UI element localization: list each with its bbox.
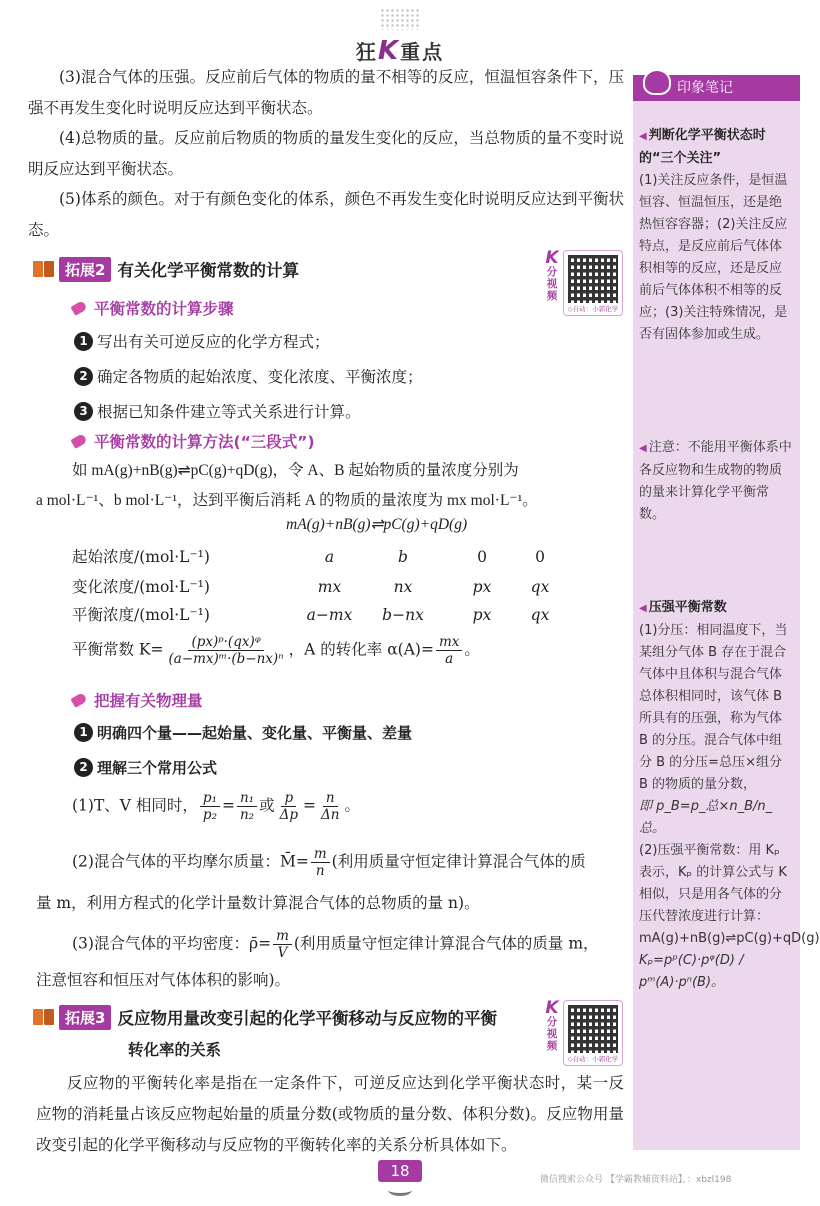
step-1: 1 写出有关可逆反应的化学方程式； <box>74 330 330 352</box>
extension-2-heading <box>33 255 299 283</box>
main-content <box>28 62 624 246</box>
brand-title: 狂K重点 <box>355 36 445 66</box>
reaction-equation: mA(g)+nB(g)⇌pC(g)+qD(g) <box>286 516 468 533</box>
quantity-point-1: 1 明确四个量——起始量、变化量、平衡量、差量 <box>74 722 412 743</box>
extension-3-tag: 拓展3 <box>59 1005 111 1030</box>
extension-3-heading <box>33 1003 497 1031</box>
paragraph-color: (5)体系的颜色。对于有颜色变化的体系，颜色不再发生变化时说明反应达到平衡状态。 <box>28 190 624 239</box>
table-row-initial: 起始浓度/(mol·L⁻¹) a b 0 0 <box>72 548 545 566</box>
number-circle: 1 <box>74 723 93 742</box>
method-line-1: 如 mA(g)+nB(g)⇌pC(g)+qD(g)，令 A、B 起始物质的量浓度分别为 <box>72 462 519 479</box>
triangle-icon: ◀ <box>639 603 647 614</box>
number-circle: 3 <box>74 402 93 421</box>
formula-2-line-2: 量 m，利用方程式的化学计量数计算混合气体的总物质的量 n)。 <box>36 894 480 912</box>
pencil-icon <box>70 300 87 316</box>
table-row-change: 变化浓度/(mol·L⁻¹) mx nx px qx <box>72 578 550 596</box>
extension-2-tag: 拓展2 <box>59 257 111 282</box>
note-pressure-constant: ◀ 压强平衡常数 (1)分压：相同温度下，当某组分气体 B 存在于混合气体中且体积与混合气体总体积相同时，该气体 B 所具有的压强，称为气体 B 的分压。混合气体中组分 B 的分压=总压×组分 B 的物质的量分数， 即 p_B=p_总×n_B/n_总。 (2)压强平衡常数：用 Kₚ 表示，Kₚ 的计算公式与 K 相似，只是用各气体的分压代替浓度进行计算：mA(g)+nB(g)⇌pC(g)+qD(g) Kₚ=pᵖ(C)·pᵠ(D) / pᵐ(A)·pⁿ(B)。 <box>639 600 820 990</box>
extension-2-title: 有关化学平衡常数的计算 <box>117 261 299 280</box>
qr-caption: ◇自动：小郭化学 <box>567 305 619 313</box>
alpha-fraction: $\frac{mx}{a}$ <box>436 634 462 667</box>
k-video-label: K 分视频 <box>545 248 559 302</box>
qr-code-pattern <box>568 255 618 303</box>
footer-watermark: 微信搜索公众号 【学霸教辅资料站】，：xbzl198 <box>540 1175 732 1185</box>
note-warning: ◀ 注意：不能用平衡体系中各反应物和生成物的物质的量来计算化学平衡常数。 <box>639 440 792 522</box>
paragraph-total-amount: (4)总物质的量。反应前后物质的物质的量发生变化的反应，当总物质的量不变时说明反应达到平衡状态。 <box>28 129 624 178</box>
formula-2: (2)混合气体的平均摩尔质量：M̄= $\frac{m}{n}$ (利用质量守恒定律计算混合气体的质 <box>72 846 586 879</box>
qr-code-pattern <box>568 1005 618 1053</box>
subheading-quantities: 把握有关物理量 <box>72 689 203 711</box>
equilibrium-constant-formula: 平衡常数 K= $\frac{\text{(px)ᵖ·(qx)ᵠ}}{\text{(a−mx)ᵐ·(b−nx)ⁿ}}$ ，A 的转化率 α(A)= $\frac{mx}{a}$ 。 <box>72 634 480 667</box>
number-circle: 2 <box>74 367 93 386</box>
formula-1: (1)T、V 相同时， $\frac{\text{p₁}}{\text{p₂}}$ = $\frac{\text{n₁}}{\text{n₂}}$ 或 $\frac{p}{\Delta p}$ = $\frac{n}{\Delta n}$ 。 <box>72 790 360 823</box>
book-icon <box>33 1007 55 1027</box>
paragraph-pressure: (3)混合气体的压强。反应前后气体的物质的量不相等的反应，恒温恒容条件下，压强不再发生变化时说明反应达到平衡状态。 <box>28 68 624 117</box>
method-line-2: a mol·L⁻¹、b mol·L⁻¹，达到平衡后消耗 A 的物质的量浓度为 mx mol·L⁻¹。 <box>36 492 538 509</box>
triangle-icon: ◀ <box>639 443 647 454</box>
header-logo <box>0 6 800 66</box>
step-2: 2 确定各物质的起始浓度、变化浓度、平衡浓度； <box>74 365 423 387</box>
number-circle: 2 <box>74 758 93 777</box>
subheading-steps: 平衡常数的计算步骤 <box>72 297 234 319</box>
extension-3-title-line-2: 转化率的关系 <box>128 1041 222 1059</box>
formula-3: (3)混合气体的平均密度：ρ̄= $\frac{m}{V}$ (利用质量守恒定律计算混合气体的质量 m， <box>72 928 599 961</box>
step-3: 3 根据已知条件建立等式关系进行计算。 <box>74 400 361 422</box>
k-fraction: $\frac{\text{(px)ᵖ·(qx)ᵠ}}{\text{(a−mx)ᵐ·(b−nx)ⁿ}}$ <box>168 634 284 667</box>
k-video-label: K 分视频 <box>545 998 559 1052</box>
pencil-icon <box>70 433 87 449</box>
side-notes-panel <box>633 75 820 1150</box>
extension-3-title-line-1: 反应物用量改变引起的化学平衡移动与反应物的平衡 <box>117 1009 497 1028</box>
extension-3-body: 反应物的平衡转化率是指在一定条件下，可逆反应达到化学平衡状态时，某一反应物的消耗量占该反应物起始量的质量分数(或物质的量分数、体积分数)。反应物用量改变引起的化学平衡移动与反应物的平衡转化率的关系分析具体如下。 <box>36 1074 624 1154</box>
subheading-method: 平衡常数的计算方法(“三段式”) <box>72 430 315 452</box>
book-icon <box>33 259 55 279</box>
table-row-equilibrium: 平衡浓度/(mol·L⁻¹) a−mx b−nx px qx <box>72 606 550 624</box>
qr-caption: ◇自动：小郭化学 <box>567 1055 619 1063</box>
quantity-point-2: 2 理解三个常用公式 <box>74 757 217 778</box>
number-circle: 1 <box>74 332 93 351</box>
page-number: 18 <box>378 1160 422 1182</box>
qr-code[interactable] <box>563 250 623 316</box>
footer-ornament <box>388 1184 412 1196</box>
formula-3-line-2: 注意恒容和恒压对气体体积的影响)。 <box>36 971 291 989</box>
pencil-icon <box>70 692 87 708</box>
triangle-icon: ◀ <box>639 131 647 142</box>
qr-code[interactable] <box>563 1000 623 1066</box>
logo-dots <box>380 8 420 30</box>
side-notes-header: 印象笔记 <box>633 75 800 101</box>
note-three-concerns: ◀ 判断化学平衡状态时的“三个关注” (1)关注反应条件，是恒温恒容、恒温恒压，还是绝热恒容容器；(2)关注反应特点，是反应前后气体体积相等的反应，还是反应前后气体体积不相等的反应；(3)关注特殊情况，是否有固体参加或生成。 <box>639 128 788 342</box>
elephant-icon <box>643 69 671 95</box>
